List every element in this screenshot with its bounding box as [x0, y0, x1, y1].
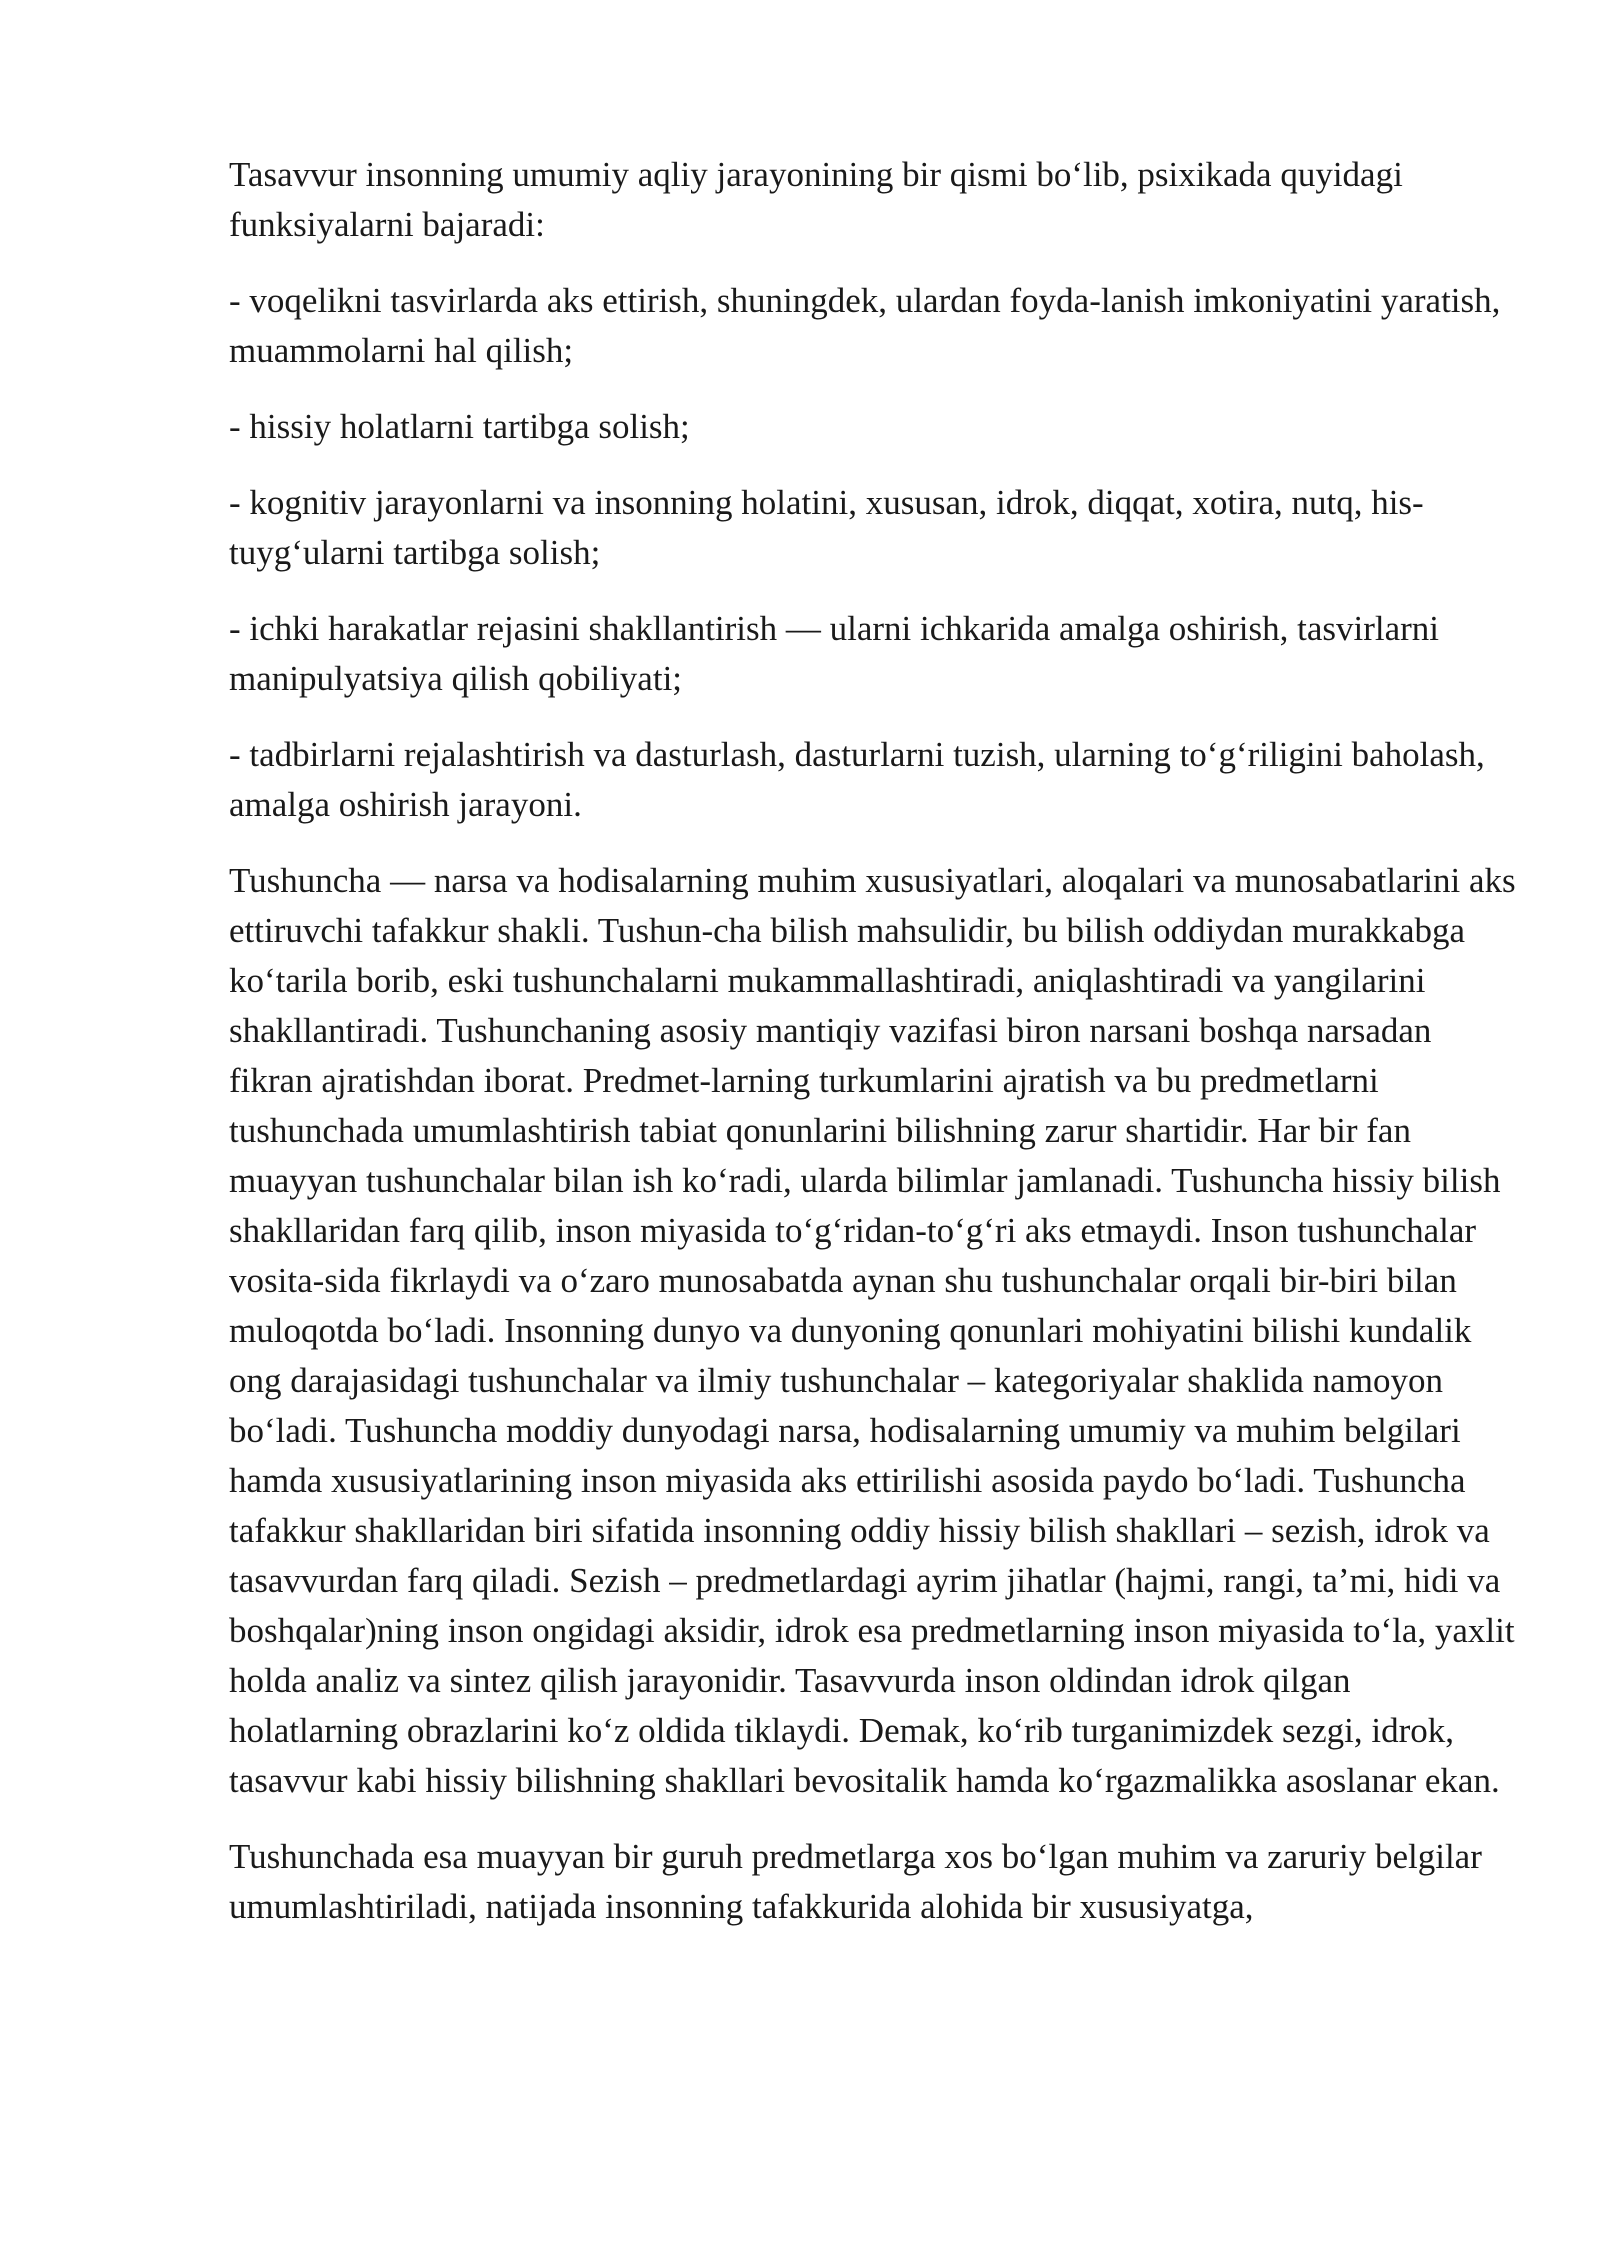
paragraph-intro: Tasavvur insonning umumiy aqliy jarayonining bir qismi boʻlib, psixikada quyidagi funksiyalarni bajaradi:	[229, 155, 1403, 244]
list-item-planning-programming: - tadbirlarni rejalashtirish va dasturlash, dasturlarni tuzish, ularning toʻgʻriligini baholash, amalga oshirish jarayoni.	[229, 735, 1485, 824]
document-body	[229, 150, 1519, 1932]
paragraph-concept-definition: Tushuncha — narsa va hodisalarning muhim xususiyatlari, aloqalari va munosabatlarini aks ettiruvchi tafakkur shakli. Tushun-cha bilish mahsulidir, bu bilish oddiydan murakkabga koʻtarila borib, eski tushunchalarni mukammallashtiradi, aniqlashtiradi va yangilarini shakllantiradi. Tushunchaning asosiy mantiqiy vazifasi biron narsani boshqa narsadan fikran ajratishdan iborat. Predmet-larning turkumlarini ajratish va bu predmetlarni tushunchada umumlashtirish tabiat qonunlarini bilishning zarur shartidir. Har bir fan muayyan tushunchalar bilan ish koʻradi, ularda bilimlar jamlanadi. Tushuncha hissiy bilish shakllaridan farq qilib, inson miyasida toʻgʻridan-toʻgʻri aks etmaydi. Inson tushunchalar vosita-sida fikrlaydi va oʻzaro munosabatda aynan shu tushunchalar orqali bir-biri bilan muloqotda boʻladi. Insonning dunyo va dunyoning qonunlari mohiyatini bilishi kundalik ong darajasidagi tushunchalar va ilmiy tushunchalar – kategoriyalar shaklida namoyon boʻladi. Tushuncha moddiy dunyodagi narsa, hodisalarning umumiy va muhim belgilari hamda xususiyatlarining inson miyasida aks ettirilishi asosida paydo boʻladi. Tushuncha tafakkur shakllaridan biri sifatida insonning oddiy hissiy bilish shakllari – sezish, idrok va tasavvurdan farq qiladi. Sezish – predmetlardagi ayrim jihatlar (hajmi, rangi, ta’mi, hidi va boshqalar)ning inson ongidagi aksidir, idrok esa predmetlarning inson miyasida toʻla, yaxlit holda analiz va sintez qilish jarayonidir. Tasavvurda inson oldindan idrok qilgan holatlarning obrazlarini koʻz oldida tiklaydi. Demak, koʻrib turganimizdek sezgi, idrok, tasavvur kabi hissiy bilishning shakllari bevositalik hamda koʻrgazmalikka asoslanar ekan.	[229, 861, 1516, 1800]
list-item-emotional-regulation: - hissiy holatlarni tartibga solish;	[229, 407, 690, 446]
list-item-internal-action-plan: - ichki harakatlar rejasini shakllantirish — ularni ichkarida amalga oshirish, tasvirlarni manipulyatsiya qilish qobiliyati;	[229, 609, 1440, 698]
list-item-reflecting-reality: - voqelikni tasvirlarda aks ettirish, shuningdek, ulardan foyda-lanish imkoniyatini yaratish, muammolarni hal qilish;	[229, 281, 1501, 370]
paragraph-concept-generalization: Tushunchada esa muayyan bir guruh predmetlarga xos boʻlgan muhim va zaruriy belgilar umumlashtiriladi, natijada insonning tafakkurida alohida bir xususiyatga,	[229, 1837, 1482, 1926]
list-item-cognitive-regulation: - kognitiv jarayonlarni va insonning holatini, xususan, idrok, diqqat, xotira, nutq, his-tuygʻularni tartibga solish;	[229, 483, 1424, 572]
